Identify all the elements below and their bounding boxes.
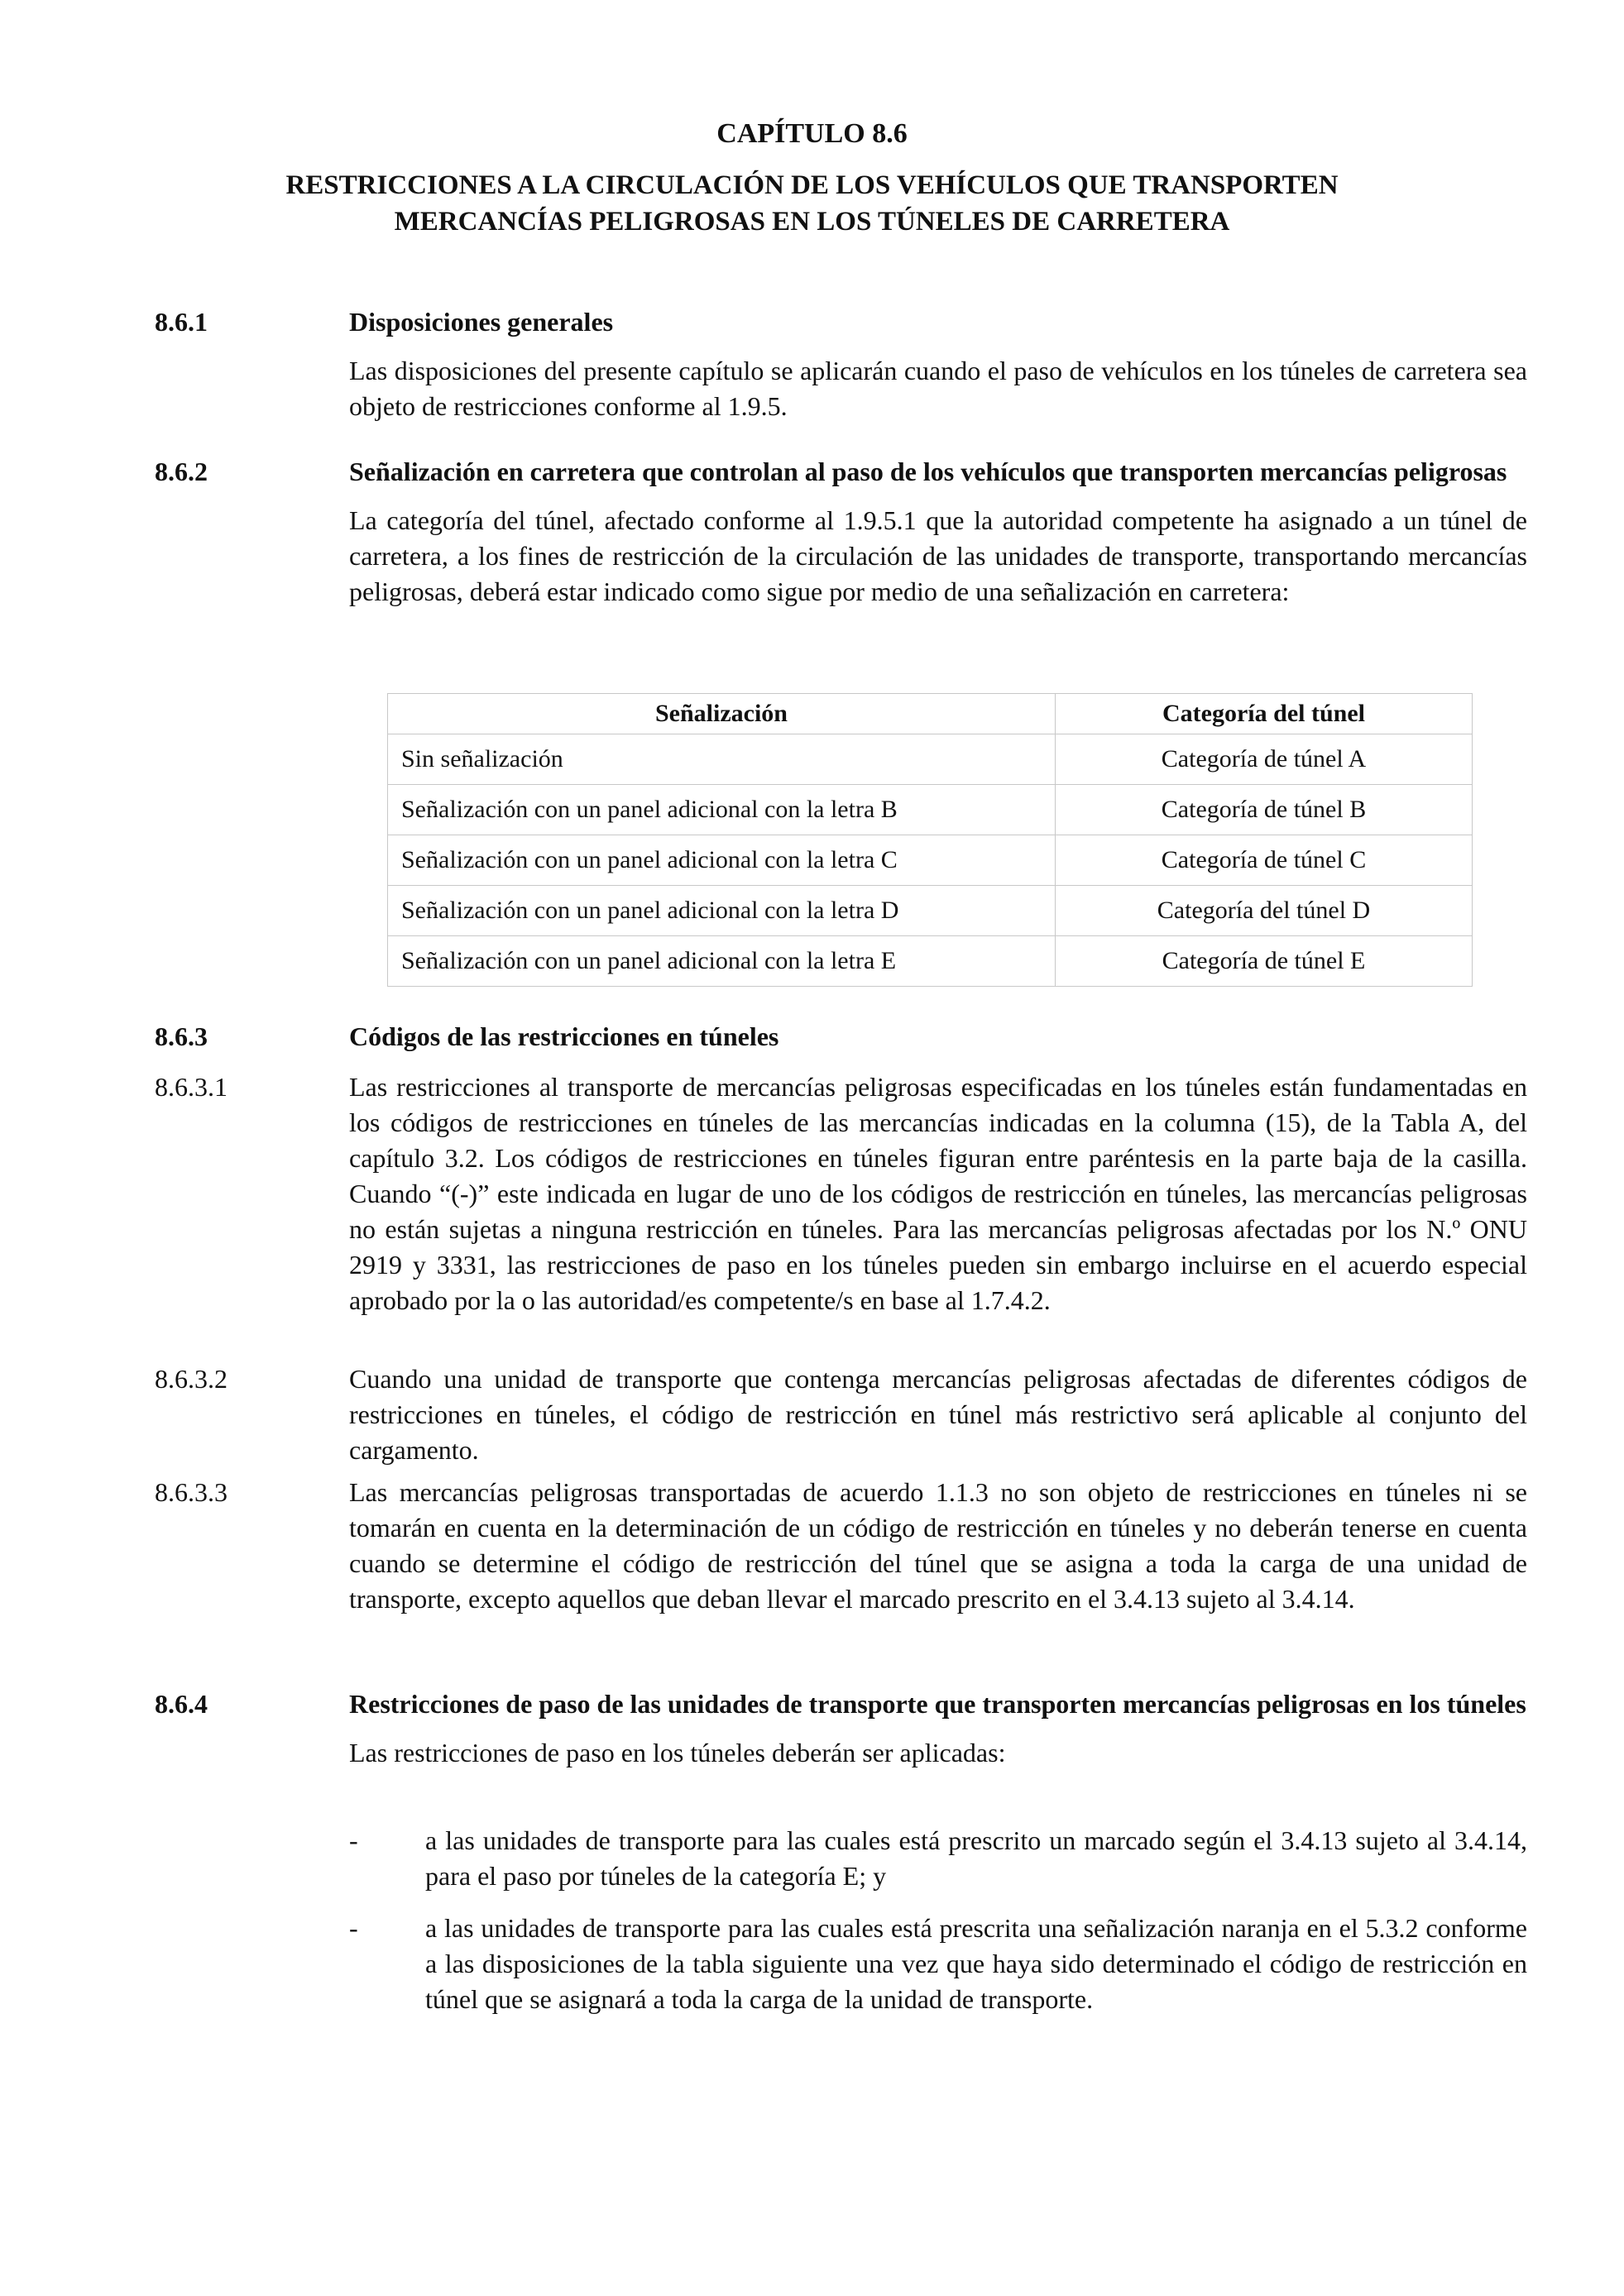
- table-cell: Categoría de túnel B: [1056, 785, 1473, 835]
- section-number: 8.6.4: [155, 1689, 208, 1719]
- table-cell: Sin señalización: [388, 734, 1056, 785]
- section-number: 8.6.3: [155, 1021, 208, 1051]
- table-cell: Señalización con un panel adicional con la letra C: [388, 835, 1056, 886]
- table-header-cell: Señalización: [388, 694, 1056, 734]
- section-number: 8.6.2: [155, 457, 208, 486]
- table-cell: Categoría de túnel A: [1056, 734, 1473, 785]
- table-cell: Señalización con un panel adicional con la letra D: [388, 886, 1056, 936]
- section-heading: Disposiciones generales: [349, 307, 614, 337]
- section-heading: Señalización en carretera que controlan al paso de los vehículos que transporten mercancías peligrosas: [349, 457, 1507, 486]
- list-dash: -: [349, 1913, 358, 1943]
- table-cell: Señalización con un panel adicional con la letra B: [388, 785, 1056, 835]
- section-heading: Códigos de las restricciones en túneles: [349, 1021, 779, 1051]
- chapter-title-line-2: MERCANCÍAS PELIGROSAS EN LOS TÚNELES DE CARRETERA: [394, 207, 1230, 237]
- section-number: 8.6.3.1: [155, 1072, 228, 1102]
- section-8-6-3-3: [155, 1475, 1528, 1617]
- table-cell: Categoría de túnel C: [1056, 835, 1473, 886]
- list-item: [349, 1823, 1527, 1894]
- section-paragraph: Las mercancías peligrosas transportadas de acuerdo 1.1.3 no son objeto de restricciones en túneles ni se tomarán en cuenta en la determinación de un código de restricción en túneles y no deberán tenerse en cuenta cuando se determine el código de restricción del túnel que se asigna a toda la carga de una unidad de transporte, excepto aquellos que deban llevar el marcado prescrito en el 3.4.13 sujeto al 3.4.14.: [349, 1477, 1527, 1614]
- chapter-title: [215, 167, 1409, 240]
- section-8-6-3-1: [155, 1069, 1528, 1318]
- table-cell: Señalización con un panel adicional con la letra E: [388, 936, 1056, 987]
- table-row: [388, 835, 1473, 886]
- table-row: [388, 734, 1473, 785]
- section-8-6-3: [155, 1019, 1528, 1055]
- section-paragraph: Las restricciones de paso en los túneles deberán ser aplicadas:: [349, 1738, 1006, 1767]
- section-8-6-4: [155, 1686, 1528, 1771]
- section-number: 8.6.1: [155, 307, 208, 337]
- section-paragraph: Cuando una unidad de transporte que contenga mercancías peligrosas afectadas de diferentes códigos de restricciones en túneles, el código de restricción en túnel más restrictivo será aplicable al conjunto del cargamento.: [349, 1364, 1527, 1465]
- table-row: [388, 785, 1473, 835]
- chapter-title-line-1: RESTRICCIONES A LA CIRCULACIÓN DE LOS VEHÍCULOS QUE TRANSPORTEN: [285, 170, 1339, 200]
- section-paragraph: Las disposiciones del presente capítulo se aplicarán cuando el paso de vehículos en los túneles de carretera sea objeto de restricciones conforme al 1.9.5.: [349, 356, 1527, 421]
- table-cell: Categoría de túnel E: [1056, 936, 1473, 987]
- table-header-row: [388, 694, 1473, 734]
- table-row: [388, 886, 1473, 936]
- table-row: [388, 936, 1473, 987]
- section-paragraph: La categoría del túnel, afectado conforme al 1.9.5.1 que la autoridad competente ha asignado a un túnel de carretera, a los fines de restricción de la circulación de las unidades de transporte, transportando mercancías peligrosas, deberá estar indicado como sigue por medio de una señalización en carretera:: [349, 505, 1527, 606]
- section-8-6-2: [155, 454, 1528, 610]
- section-paragraph: Las restricciones al transporte de mercancías peligrosas especificadas en los túneles están fundamentadas en los códigos de restricciones en túneles de las mercancías indicadas en la columna (15), de la Tabla A, del capítulo 3.2. Los códigos de restricciones en túneles figuran entre paréntesis en la parte baja de la casilla. Cuando “(-)” este indicada en lugar de uno de los códigos de restricción en túneles, las mercancías peligrosas no están sujetas a ninguna restricción en túneles. Para las mercancías peligrosas afectadas por los N.º ONU 2919 y 3331, las restricciones de paso en los túneles pueden sin embargo incluirse en el acuerdo especial aprobado por la o las autoridad/es competente/s en base al 1.7.4.2.: [349, 1072, 1527, 1315]
- section-heading: Restricciones de paso de las unidades de transporte que transporten mercancías peligrosas en los túneles: [349, 1689, 1526, 1719]
- signage-table: [387, 693, 1473, 987]
- section-8-6-1: [155, 304, 1528, 424]
- section-number: 8.6.3.2: [155, 1364, 228, 1394]
- list-dash: -: [349, 1825, 358, 1855]
- table-cell: Categoría del túnel D: [1056, 886, 1473, 936]
- section-8-6-3-2: [155, 1361, 1528, 1468]
- list-item-text: a las unidades de transporte para las cuales está prescrita una señalización naranja en el 5.3.2 conforme a las disposiciones de la tabla siguiente una vez que haya sido determinado el código de restricción en túnel que se asignará a toda la carga de la unidad de transporte.: [425, 1913, 1527, 2014]
- list-item-text: a las unidades de transporte para las cuales está prescrito un marcado según el 3.4.13 sujeto al 3.4.14, para el paso por túneles de la categoría E; y: [425, 1825, 1527, 1891]
- table-header-cell: Categoría del túnel: [1056, 694, 1473, 734]
- chapter-number: CAPÍTULO 8.6: [716, 118, 908, 149]
- section-number: 8.6.3.3: [155, 1477, 228, 1507]
- list-item: [349, 1911, 1527, 2017]
